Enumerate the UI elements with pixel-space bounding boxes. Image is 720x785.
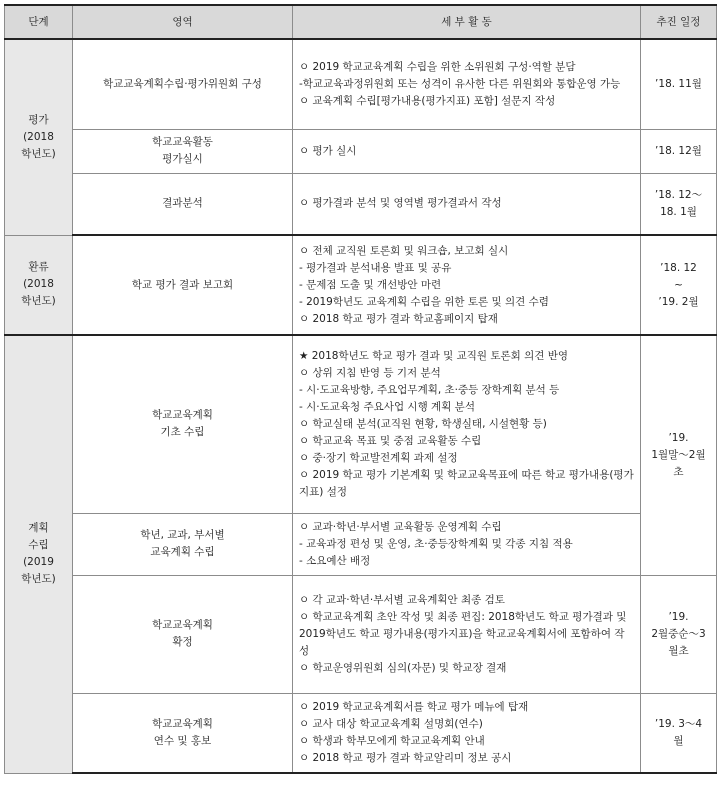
detail-line: ㅇ 중·장기 학교발전계획 과제 설정 — [299, 451, 458, 464]
stage-label: 학년도) — [21, 147, 56, 160]
area-label: 평가실시 — [162, 153, 203, 165]
detail-cell — [293, 129, 641, 173]
area-cell — [73, 235, 293, 335]
detail-line: - 소요예산 배정 — [299, 554, 371, 567]
detail-line: - 교육과정 편성 및 운영, 초·중등장학계획 및 각종 지침 적용 — [299, 537, 573, 550]
table-row — [5, 235, 717, 335]
detail-line: ㅇ 평가결과 분석 및 영역별 평가결과서 작성 — [299, 197, 502, 210]
area-label: 확정 — [172, 636, 193, 648]
schedule-line: ’18. 12월 — [655, 144, 702, 157]
area-label: 학교교육계획 — [152, 409, 213, 422]
table-row — [5, 173, 717, 235]
stage-label: 수립 — [28, 539, 49, 552]
detail-line: ★ 2018학년도 학교 평가 결과 및 교직원 토론회 의견 반영 — [299, 349, 569, 362]
schedule-cell — [641, 173, 717, 235]
detail-line: - 시·도교육청 주요사업 시행 계획 분석 — [299, 400, 475, 413]
area-cell — [73, 575, 293, 693]
stage-label: 학년도) — [21, 295, 56, 308]
detail-line: ㅇ 교육계획 수립[평가내용(평가지표) 포함] 설문지 작성 — [299, 94, 556, 107]
detail-line: ㅇ 2019 학교교육계획 수립을 위한 소위원회 구성·역할 분담 — [299, 60, 576, 73]
area-label: 학교교육계획 — [152, 717, 213, 730]
schedule-line: 1월말～2월 — [651, 448, 706, 461]
area-cell — [73, 129, 293, 173]
detail-cell — [293, 513, 641, 575]
table-row — [5, 39, 717, 129]
stage-label: (2018 — [23, 130, 54, 143]
schedule-cell — [641, 129, 717, 173]
detail-line: - 평가결과 분석내용 발표 및 공유 — [299, 261, 452, 274]
stage-label: 학년도) — [21, 573, 56, 586]
detail-line: ㅇ 2019 학교교육계획서를 학교 평가 메뉴에 탑재 — [299, 700, 529, 713]
area-label: 학교교육활동 — [152, 136, 213, 148]
stage-label: 환류 — [28, 261, 49, 274]
schedule-line: ’18. 11월 — [655, 77, 702, 90]
detail-line: ㅇ 2018 학교 평가 결과 학교알리미 정보 공시 — [299, 751, 512, 764]
detail-line: ㅇ 전체 교직원 토론회 및 워크숍, 보고회 실시 — [299, 244, 509, 257]
detail-cell — [293, 335, 641, 513]
schedule-line: ’19. 3～4 — [654, 717, 703, 730]
schedule-line: 2월중순～3 — [651, 627, 706, 640]
schedule-line: ’18. 12～ — [654, 188, 703, 201]
schedule-cell — [641, 693, 717, 773]
area-label: 기초 수립 — [160, 426, 205, 439]
table-row — [5, 335, 717, 513]
detail-cell — [293, 235, 641, 335]
table-row — [5, 129, 717, 173]
table-header-row — [5, 5, 717, 39]
stage-cell-evaluation — [5, 39, 73, 235]
detail-line: - 시·도교육방향, 주요업무계획, 초·중등 장학계획 분석 등 — [299, 383, 560, 396]
detail-line: ㅇ 학교교육 목표 및 중점 교육활동 수립 — [299, 434, 482, 447]
area-label: 결과분석 — [162, 197, 203, 210]
area-label: 학년, 교과, 부서별 — [140, 529, 225, 541]
table-row — [5, 693, 717, 773]
header-stage: 단계 — [5, 5, 73, 39]
stage-label: (2018 — [23, 278, 54, 291]
table-row — [5, 575, 717, 693]
schedule-line: ’19. — [668, 431, 689, 444]
detail-line: ㅇ 2018 학교 평가 결과 학교홈페이지 탑재 — [299, 312, 498, 325]
detail-line: ㅇ 상위 지침 반영 등 기저 분석 — [299, 366, 441, 379]
schedule-line: 초 — [673, 465, 684, 478]
detail-line: ㅇ 학생과 학부모에게 학교교육계획 안내 — [299, 734, 485, 747]
detail-line: ㅇ 교과·학년·부서별 교육활동 운영계획 수립 — [299, 520, 502, 533]
stage-cell-feedback — [5, 235, 73, 335]
header-area: 영역 — [73, 5, 293, 39]
detail-line: - 문제점 도출 및 개선방안 마련 — [299, 278, 442, 291]
stage-label: 계획 — [28, 522, 49, 535]
activity-plan-table — [4, 4, 717, 774]
area-cell — [73, 39, 293, 129]
stage-label: 평가 — [28, 113, 49, 126]
schedule-line: ’19. 2월 — [658, 295, 699, 308]
detail-line: ㅇ 학교교육계획 초안 작성 및 최종 편집: 2018학년도 학교 평가결과 및 — [299, 610, 627, 623]
area-label: 연수 및 홍보 — [153, 734, 212, 747]
area-label: 교육계획 수립 — [150, 546, 215, 558]
stage-label: (2019 — [23, 556, 54, 569]
detail-line: 2019학년도 학교 평가내용(평가지표)을 학교교육계획서에 포함하여 작성 — [299, 627, 625, 657]
detail-line: ㅇ 학교운영위원회 심의(자문) 및 학교장 결재 — [299, 661, 507, 674]
area-label: 학교교육계획 — [152, 619, 213, 631]
header-details: 세 부 활 동 — [293, 5, 641, 39]
header-schedule: 추진 일정 — [641, 5, 717, 39]
schedule-cell — [641, 335, 717, 575]
area-cell — [73, 335, 293, 513]
detail-line: ㅇ 학교실태 분석(교직원 현황, 학생실태, 시설현황 등) — [299, 417, 547, 430]
schedule-line: ~ — [674, 278, 683, 291]
detail-cell — [293, 39, 641, 129]
area-label: 학교교육계획수립·평가위원회 구성 — [103, 77, 262, 90]
schedule-line: ’18. 12 — [660, 261, 697, 274]
schedule-line: 월초 — [668, 644, 689, 657]
stage-cell-planning — [5, 335, 73, 773]
detail-cell — [293, 575, 641, 693]
detail-line: ㅇ 각 교과·학년·부서별 교육계획안 최종 검토 — [299, 593, 505, 606]
schedule-cell — [641, 575, 717, 693]
schedule-line: 18. 1월 — [660, 205, 697, 218]
area-cell — [73, 173, 293, 235]
detail-line: -학교교육과정위원회 또는 성격이 유사한 다른 위원회와 통합운영 가능 — [299, 77, 621, 90]
area-cell — [73, 693, 293, 773]
detail-cell — [293, 693, 641, 773]
detail-line: - 2019학년도 교육계획 수립을 위한 토론 및 의견 수렴 — [299, 295, 549, 308]
detail-line: ㅇ 평가 실시 — [299, 144, 357, 157]
detail-cell — [293, 173, 641, 235]
schedule-cell — [641, 39, 717, 129]
area-label: 학교 평가 결과 보고회 — [131, 278, 234, 291]
detail-line: ㅇ 2019 학교 평가 기본계획 및 학교교육목표에 따른 학교 평가내용(평가지표) 설정 — [299, 468, 634, 498]
detail-line: ㅇ 교사 대상 학교교육계획 설명회(연수) — [299, 717, 483, 730]
schedule-cell — [641, 235, 717, 335]
table-row — [5, 513, 717, 575]
schedule-line: 월 — [673, 734, 684, 747]
area-cell — [73, 513, 293, 575]
schedule-line: ’19. — [668, 610, 689, 623]
